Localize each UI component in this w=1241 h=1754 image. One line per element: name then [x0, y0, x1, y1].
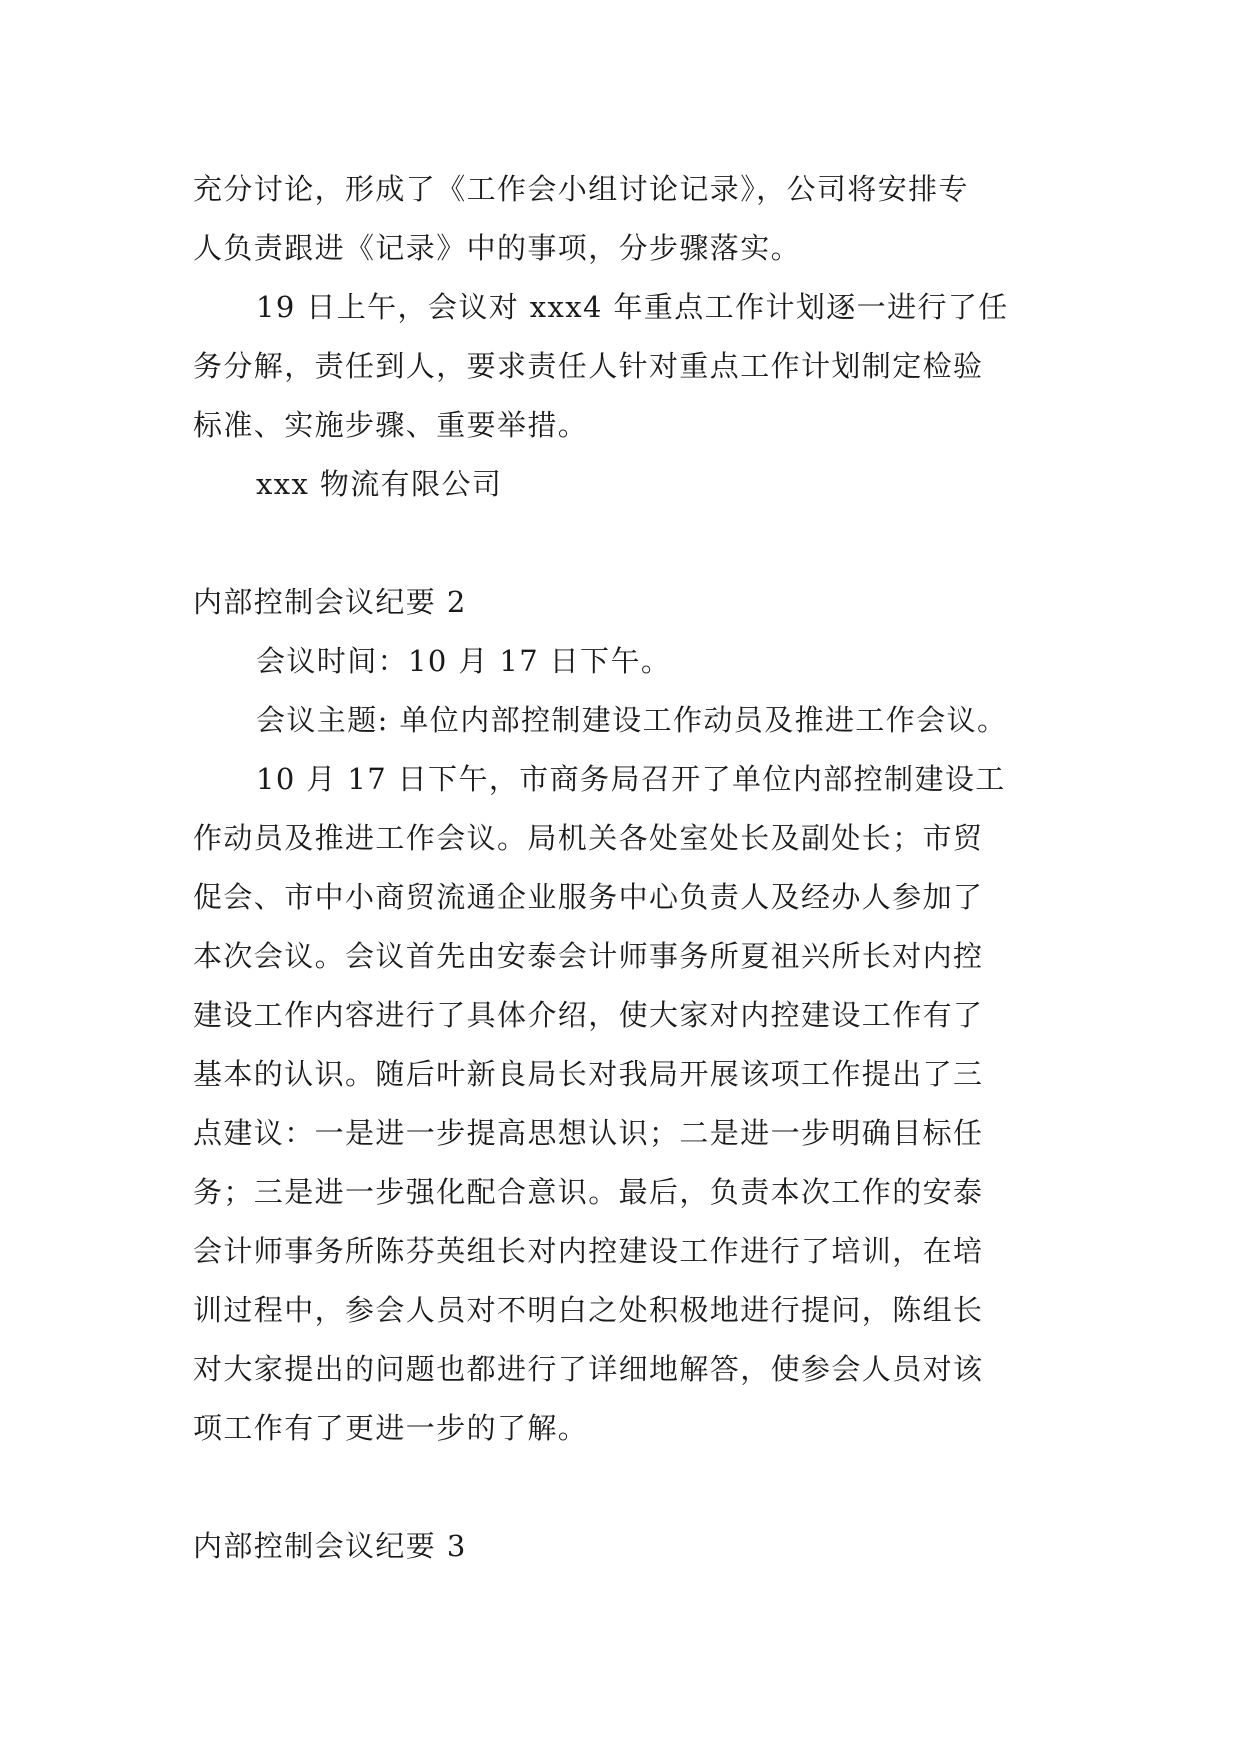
- section-heading: 内部控制会议纪要 3: [193, 1529, 467, 1563]
- paragraph-line: 务；三是进一步强化配合意识。最后，负责本次工作的安泰: [193, 1175, 984, 1209]
- paragraph-line: 10 月 17 日下午，市商务局召开了单位内部控制建设工: [256, 762, 1006, 796]
- paragraph-line: 本次会议。会议首先由安泰会计师事务所夏祖兴所长对内控: [193, 939, 984, 973]
- paragraph-line: 19 日上午，会议对 xxx4 年重点工作计划逐一进行了任: [256, 290, 1009, 324]
- section-spacer: [193, 514, 1048, 573]
- document-body: [193, 160, 1048, 1576]
- paragraph-line: 项工作有了更进一步的了解。: [193, 1411, 589, 1445]
- paragraph-line: 会计师事务所陈芬英组长对内控建设工作进行了培训，在培: [193, 1234, 984, 1268]
- paragraph-line: 务分解，责任到人，要求责任人针对重点工作计划制定检验: [193, 349, 984, 383]
- paragraph-line: 对大家提出的问题也都进行了详细地解答，使参会人员对该: [193, 1352, 984, 1386]
- section-heading: 内部控制会议纪要 2: [193, 585, 467, 619]
- paragraph-line: 训过程中，参会人员对不明白之处积极地进行提问，陈组长: [193, 1293, 984, 1327]
- paragraph-line: 充分讨论，形成了《工作会小组讨论记录》，公司将安排专: [193, 172, 969, 206]
- paragraph-line: 标准、实施步骤、重要举措。: [193, 408, 589, 442]
- meeting-time: 会议时间：10 月 17 日下午。: [256, 644, 672, 678]
- paragraph-line: 作动员及推进工作会议。局机关各处室处长及副处长；市贸: [193, 821, 984, 855]
- section-spacer: [193, 1458, 1048, 1517]
- paragraph-line: 点建议：一是进一步提高思想认识；二是进一步明确目标任: [193, 1116, 984, 1150]
- paragraph-line: 建设工作内容进行了具体介绍，使大家对内控建设工作有了: [193, 998, 984, 1032]
- company-signature: xxx 物流有限公司: [256, 467, 503, 501]
- paragraph-line: 基本的认识。随后叶新良局长对我局开展该项工作提出了三: [193, 1057, 984, 1091]
- meeting-topic: 会议主题: 单位内部控制建设工作动员及推进工作会议。: [256, 703, 1008, 737]
- paragraph-line: 人负责跟进《记录》中的事项，分步骤落实。: [193, 231, 802, 265]
- paragraph-line: 促会、市中小商贸流通企业服务中心负责人及经办人参加了: [193, 880, 984, 914]
